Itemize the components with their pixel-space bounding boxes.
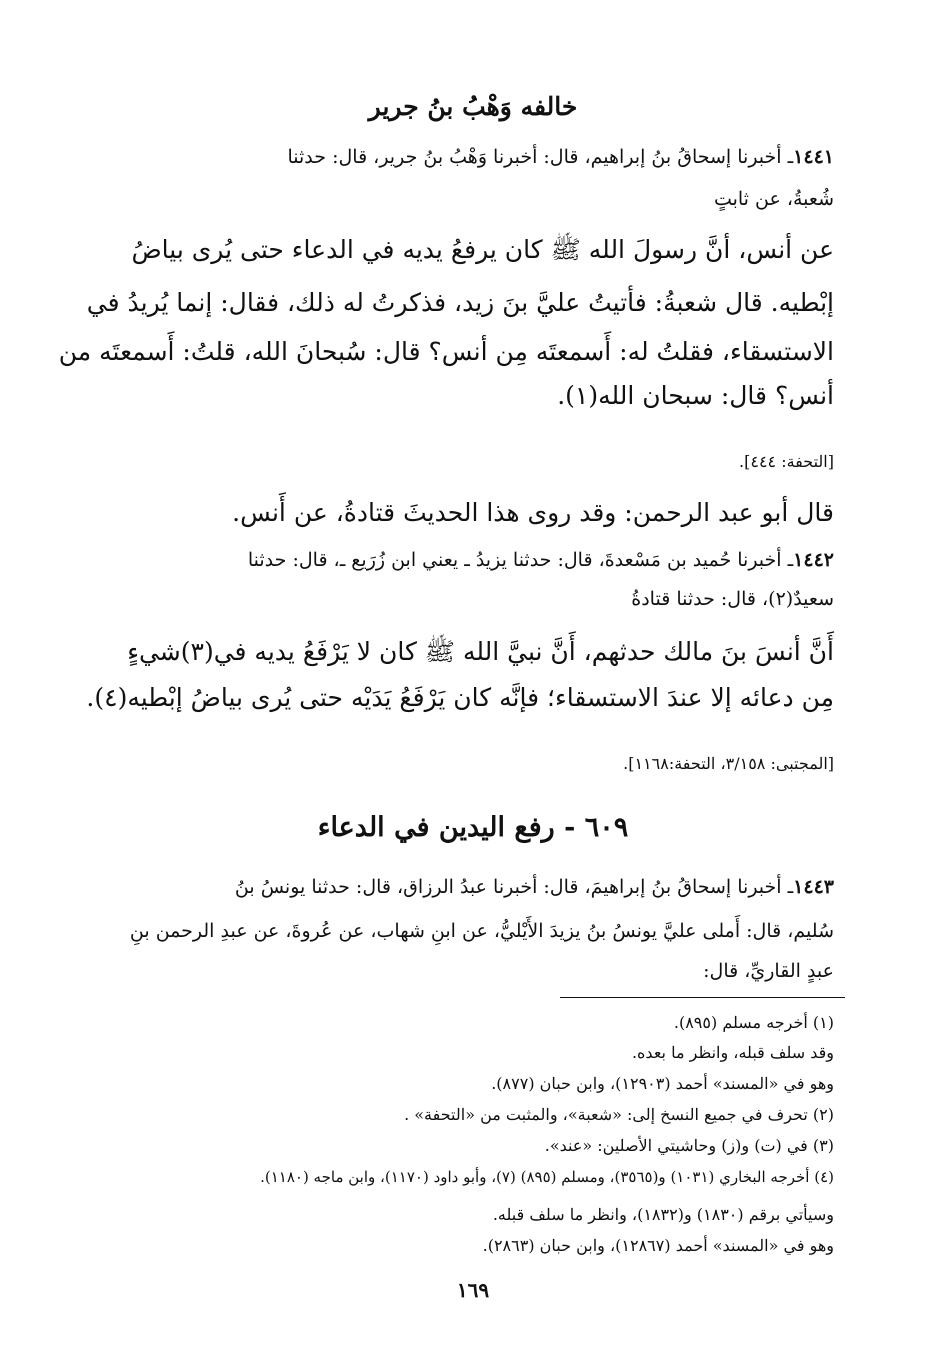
footnote-separator: [560, 997, 845, 998]
hadith-1442-matn-line: أَنَّ أنسَ بنَ مالك حدثهم، أَنَّ نبيَّ الله ﷺ كان لا يَرْفَعُ يديه في(٣)شيءٍ: [127, 637, 834, 666]
footnote-line: (١) أخرجه مسلم (٨٩٥).: [673, 1013, 834, 1032]
hadith-number: ١٤٤٣: [793, 876, 834, 898]
chapter-title: ٦٠٩ - رفع اليدين في الدعاء: [317, 812, 629, 843]
footnote-line: وهو في «المسند» أحمد (١٢٨٦٧)، وابن حبان (٢٨٦٣).: [482, 1236, 834, 1255]
hadith-1442-reference: [المجتبى: ٣/١٥٨، التحفة:١١٦٨].: [623, 754, 834, 773]
hadith-1442-matn-line: مِن دعائه إلا عندَ الاستسقاء؛ فإنَّه كان يَرْفَعُ يَدَيْه حتى يُرى بياضُ إبْطيه(٤).: [86, 683, 834, 712]
hadith-1442-isnad-line1: [112, 549, 834, 571]
footnote-line: وسيأتي برقم (١٨٣٠) و(١٨٣٢)، وانظر ما سلف قبله.: [492, 1205, 834, 1224]
section-subtitle: خالفه وَهْبُ بنُ جرير: [368, 92, 578, 121]
hadith-number: ١٤٤٢: [793, 549, 834, 571]
page-number: ١٦٩: [456, 1278, 490, 1302]
hadith-1443-isnad-line2: سُليم، قال: أَملى عليَّ يونسُ بنُ يزيدَ الأَيْليُّ، عن ابنِ شهاب، عن عُروةَ، عن عبدِ الرحمن بنِ: [129, 920, 834, 942]
hadith-1441-reference: [التحفة: ٤٤٤].: [739, 452, 834, 471]
hadith-text: ـ أخبرنا إسحاقُ بنُ إبراهيمَ، قال: أخبرنا عبدُ الرزاق، قال: حدثنا يونسُ بنُ: [234, 876, 794, 898]
footnote-line: (٢) تحرف في جميع النسخ إلى: «شعبة»، والمثبت من «التحفة» .: [404, 1105, 834, 1124]
hadith-text: ـ أخبرنا إسحاقُ بنُ إبراهيم، قال: أخبرنا وَهْبُ بنُ جرير، قال: حدثنا: [287, 146, 794, 168]
hadith-text: ـ أخبرنا حُميد بن مَسْعدةَ، قال: حدثنا يزيدُ ـ يعني ابن زُرَيع ـ، قال: حدثنا: [247, 549, 794, 571]
footnote-line: (٤) أخرجه البخاري (١٠٣١) و(٣٥٦٥)، ومسلم (٨٩٥) (٧)، وأبو داود (١١٧٠)، وابن ماجه (١١٨٠).: [260, 1168, 834, 1186]
hadith-1442-isnad-line2: سعيدٌ(٢)، قال: حدثنا قتادةُ: [631, 588, 834, 610]
hadith-number: ١٤٤١: [793, 146, 834, 168]
hadith-1443-isnad-line1: [112, 876, 834, 898]
footnote-line: وهو في «المسند» أحمد (١٢٩٠٣)، وابن حبان (٨٧٧).: [491, 1074, 834, 1093]
hadith-1441-matn-line: أنس؟ قال: سبحان الله(١).: [557, 381, 834, 410]
hadith-1441-isnad-line1: [112, 146, 834, 168]
author-note: قال أبو عبد الرحمن: وقد روى هذا الحديثَ قتادةُ، عن أَنس.: [232, 498, 834, 527]
hadith-1441-matn-line: الاستسقاء، فقلتُ له: أَسمعتَه مِن أنس؟ قال: سُبحانَ الله، قلتُ: أَسمعتَه من: [58, 337, 834, 366]
hadith-1441-matn-line: عن أنس، أنَّ رسولَ الله ﷺ كان يرفعُ يديه في الدعاء حتى يُرى بياضُ: [131, 235, 834, 264]
footnote-line: وقد سلف قبله، وانظر ما بعده.: [631, 1043, 834, 1062]
hadith-1441-isnad-line2: شُعبةُ، عن ثابتٍ: [713, 188, 834, 210]
hadith-1443-isnad-line3: عبدٍ القاريِّ، قال:: [703, 960, 834, 982]
footnote-line: (٣) في (ت) و(ز) وحاشيتي الأصلين: «عند».: [544, 1136, 834, 1155]
hadith-1441-matn-line: إبْطيه. قال شعبةُ: فأتيتُ عليَّ بنَ زيد، فذكرتُ له ذلك، فقال: إنما يُريدُ في: [86, 288, 834, 317]
